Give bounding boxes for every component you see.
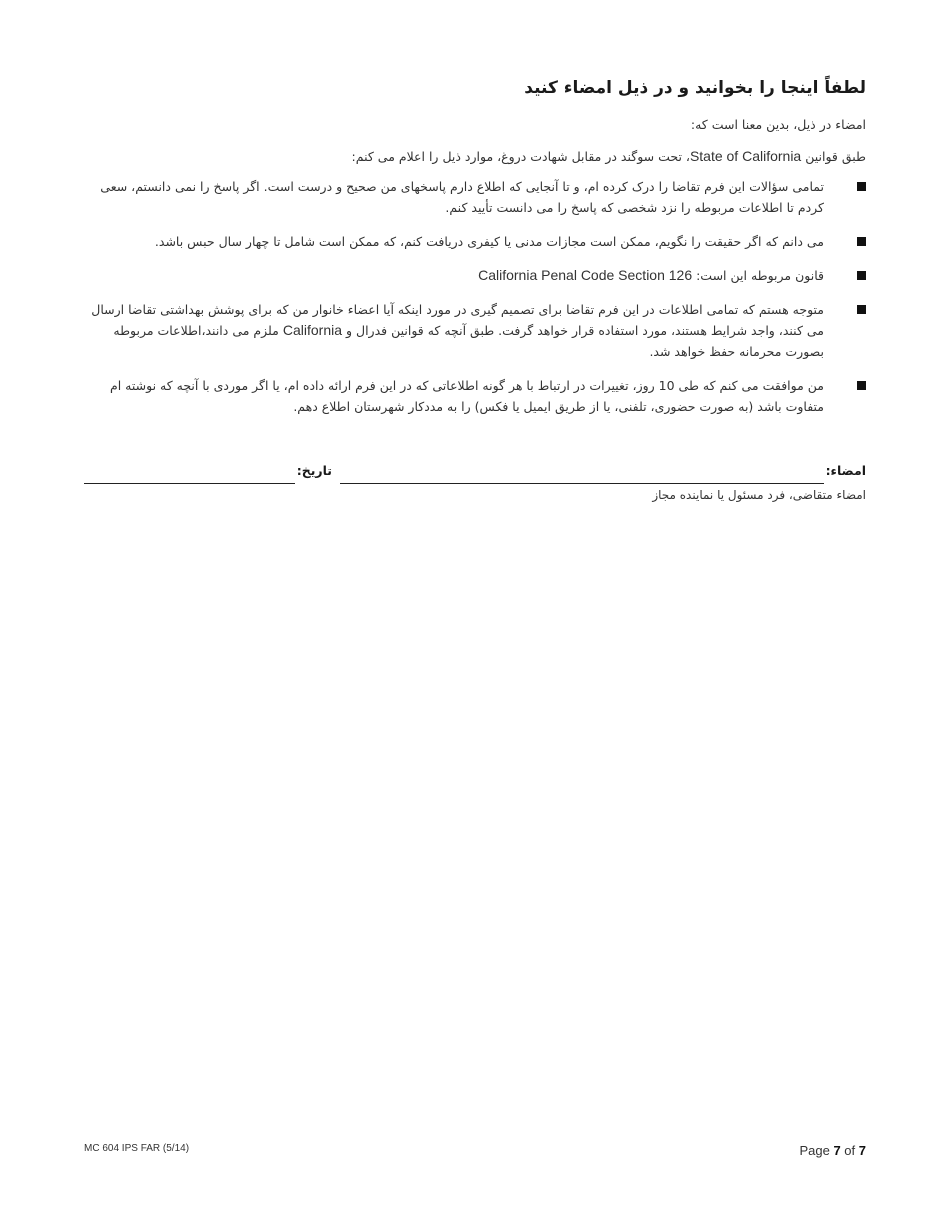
declaration-text (478, 268, 824, 283)
square-bullet-icon (857, 305, 866, 314)
page-of: of (844, 1143, 856, 1158)
confidentiality-part1: متوجه هستم که تمامی اطلاعات در این فرم تقاضا برای تصمیم گیری در مورد اینکه آیا اعضاء خانوار من که برای پوشش بهداشتی تقاضا ارسال می کنند، واجد شرایط هستند، مورد استفاده قرار خواهد گرفت. طبق آنچه که قوانین فدرال و (91, 302, 824, 338)
declaration-list (84, 176, 866, 430)
page-number (799, 1143, 866, 1158)
declaration-item-law (84, 265, 866, 286)
square-bullet-icon (857, 381, 866, 390)
square-bullet-icon (857, 182, 866, 191)
signature-field[interactable] (340, 483, 824, 484)
intro-oath-prefix: طبق قوانین (801, 149, 866, 164)
penal-code: California Penal Code Section 126 (478, 267, 693, 283)
intro-oath (84, 148, 866, 164)
declaration-item-confidentiality (84, 299, 866, 362)
intro-oath-suffix: ، تحت سوگند در مقابل شهادت دروغ، موارد ذیل را اعلام می کنم: (351, 149, 690, 164)
square-bullet-icon (857, 271, 866, 280)
declaration-item-penalty (84, 231, 866, 252)
signature-label: امضاء: (825, 463, 866, 478)
law-prefix: قانون مربوطه این است: (692, 268, 824, 283)
page-word: Page (799, 1143, 830, 1158)
page-current: 7 (833, 1143, 841, 1158)
page-heading: لطفاً اینجا را بخوانید و در ذیل امضاء کنید (524, 78, 866, 98)
page-total: 7 (858, 1143, 866, 1158)
form-code: MC 604 IPS FAR (5/14) (84, 1143, 190, 1154)
declaration-item-report-changes (84, 375, 866, 417)
declaration-text (91, 302, 824, 359)
signature-caption: امضاء متقاضی، فرد مسئول یا نماینده مجاز (652, 488, 866, 502)
square-bullet-icon (857, 237, 866, 246)
date-label: تاریخ: (296, 463, 332, 478)
declaration-text: تمامی سؤالات این فرم تقاضا را درک کرده ام، و تا آنجایی که اطلاع دارم پاسخهای من صحیح و درست است. اگر پاسخ را نمی دانستم، سعی کردم تا اطلاعات مربوطه را نزد شخصی که پاسخ را می دانست تأیید کنم. (100, 179, 824, 215)
intro-meaning: امضاء در ذیل، بدین معنا است که: (690, 117, 866, 132)
declaration-text: می دانم که اگر حقیقت را نگویم، ممکن است مجازات مدنی یا کیفری دریافت کنم، که ممکن است شامل تا چهار سال حبس باشد. (154, 234, 824, 249)
confidentiality-state: California (282, 322, 342, 338)
signature-row (0, 463, 950, 485)
confidentiality-part2: ملزم می دانند،اطلاعات مربوطه بصورت محرمانه حفظ خواهد شد. (113, 323, 824, 359)
intro-oath-state: State of California (689, 148, 802, 164)
declaration-text: من موافقت می کنم که طی 10 روز، تغییرات در ارتباط با هر گونه اطلاعاتی که در این فرم ارائه داده ام، یا اگر موردی با آنچه که نوشته ام متفاوت باشد (به صورت حضوری، تلفنی، یا از طریق ایمیل یا فکس) را به مددکار شهرستان اطلاع دهم. (109, 378, 824, 414)
date-field[interactable] (84, 483, 295, 484)
declaration-item-understanding (84, 176, 866, 218)
